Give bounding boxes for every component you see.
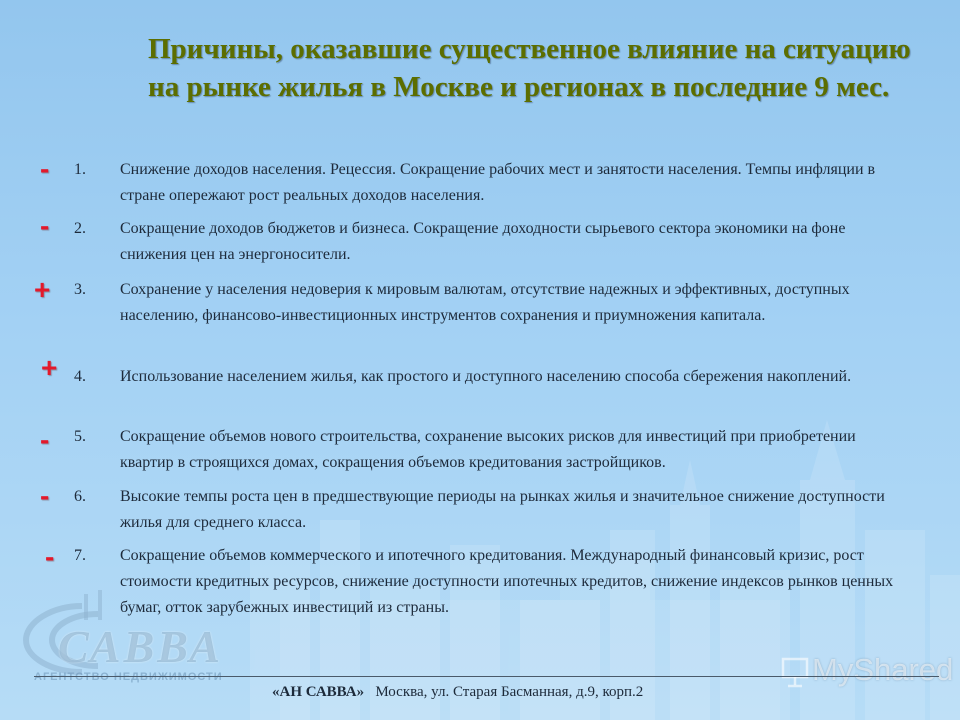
impact-sign: - bbox=[40, 424, 50, 455]
item-text: Сокращение объемов нового строительства, сохранение высоких рисков для инвестиций при приобретении квартир в строящихся домах, сокращения объемов кредитования застройщиков. bbox=[120, 428, 856, 471]
item-number: 2. bbox=[74, 220, 86, 237]
item-number: 6. bbox=[74, 488, 86, 505]
item-number: 7. bbox=[74, 547, 86, 564]
item-text: Использование населением жилья, как простого и доступного населению способа сбережения накоплений. bbox=[120, 368, 852, 385]
impact-sign: + bbox=[34, 274, 51, 305]
impact-sign: - bbox=[40, 480, 50, 511]
slide-title: Причины, оказавшие существенное влияние на ситуацию на рынке жилья в Москве и регионах в последние 9 мес. bbox=[148, 33, 911, 103]
impact-sign: - bbox=[40, 153, 50, 184]
watermark-text: MyShared bbox=[812, 652, 954, 687]
item-text: Сохранение у населения недоверия к мировым валютам, отсутствие надежных и эффективных, доступных населению, финансово-инвестиционных инструментов сохранения и приумножения капитала. bbox=[120, 281, 850, 324]
item-text: Сокращение объемов коммерческого и ипотечного кредитования. Международный финансовый кризис, рост стоимости кредитных ресурсов, снижение доступности ипотечных кредитов, снижение индексов рынков ценных бумаг, отток зарубежных инвестиций из страны. bbox=[120, 547, 894, 616]
footer-address: Москва, ул. Старая Басманная, д.9, корп.2 bbox=[375, 684, 644, 700]
logo-subtitle: АГЕНТСТВО НЕДВИЖИМОСТИ bbox=[34, 671, 223, 683]
footer-divider bbox=[34, 676, 939, 677]
impact-sign: + bbox=[41, 352, 58, 383]
item-text: Сокращение доходов бюджетов и бизнеса. Сокращение доходности сырьевого сектора экономики на фоне снижения цен на энергоносители. bbox=[120, 220, 846, 263]
item-number: 5. bbox=[74, 428, 86, 445]
item-number: 1. bbox=[74, 161, 86, 178]
item-number: 3. bbox=[74, 281, 86, 298]
item-text: Снижение доходов населения. Рецессия. Сокращение рабочих мест и занятости населения. Темпы инфляции в стране опережают рост реальных доходов населения. bbox=[120, 161, 876, 204]
item-text: Высокие темпы роста цен в предшествующие периоды на рынках жилья и значительное снижение доступности жилья для среднего класса. bbox=[120, 488, 885, 531]
item-number: 4. bbox=[74, 368, 86, 385]
footer-org: «АН САВВА» bbox=[272, 684, 365, 700]
presentation-icon bbox=[780, 655, 810, 689]
logo-name: САВВА bbox=[58, 621, 223, 672]
impact-sign: - bbox=[40, 210, 50, 241]
footer bbox=[272, 684, 643, 701]
impact-sign: - bbox=[45, 541, 55, 572]
